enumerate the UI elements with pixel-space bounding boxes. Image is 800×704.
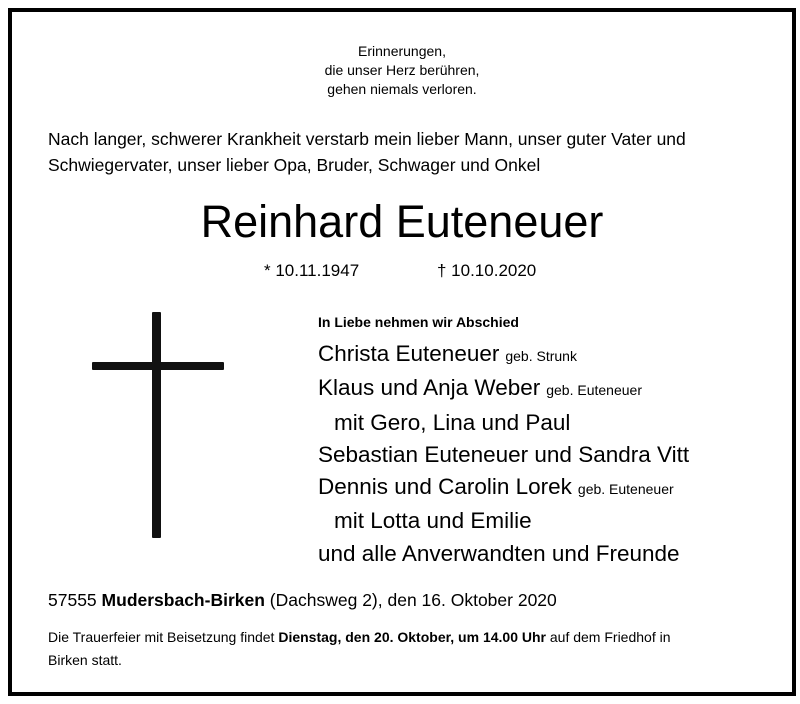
cross-vertical-beam (152, 312, 161, 538)
funeral-service-info (48, 626, 671, 672)
mourner-nee: geb. Euteneuer (577, 481, 674, 498)
mourner-name: Klaus und Anja Weber (318, 375, 541, 401)
service-date-time: Dienstag, den 20. Oktober, um 14.00 Uhr (278, 629, 546, 645)
mourner-line (318, 407, 689, 439)
cross-icon (92, 312, 224, 538)
mourner-name: mit Gero, Lina und Paul (334, 409, 571, 435)
service-text-after: auf dem Friedhof in (549, 629, 671, 645)
memorial-quote (12, 42, 792, 99)
mourner-name: Christa Euteneuer (318, 341, 500, 366)
quote-line-1: Erinnerungen, (358, 43, 446, 59)
mourner-line (318, 439, 689, 471)
quote-line-2: die unser Herz berühren, (324, 62, 480, 78)
service-line-1 (48, 626, 671, 649)
obituary-notice (8, 8, 796, 696)
place-and-date (48, 588, 557, 612)
mourners-list (318, 338, 689, 570)
postal-code: 57555 (48, 590, 97, 610)
service-text-before: Die Trauerfeier mit Beisetzung findet (48, 629, 275, 645)
mourner-nee: geb. Strunk (505, 348, 577, 364)
mourner-line (318, 538, 689, 570)
mourner-line (318, 471, 689, 505)
intro-line-2: Schwiegervater, unser lieber Opa, Bruder, Schwager und Onkel (48, 155, 541, 175)
intro-text (48, 126, 686, 178)
intro-line-1: Nach langer, schwerer Krankheit verstarb mein lieber Mann, unser guter Vater und (48, 129, 686, 149)
birth-date: * 10.11.1947 (264, 261, 360, 280)
mourner-name: Dennis und Carolin Lorek (318, 474, 572, 500)
address-and-date: (Dachsweg 2), den 16. Oktober 2020 (269, 590, 557, 610)
quote-line-3: gehen niemals verloren. (327, 81, 477, 97)
cross-horizontal-beam (92, 362, 224, 370)
mourner-name: Sebastian Euteneuer und Sandra Vitt (318, 441, 690, 467)
mourner-nee: geb. Euteneuer (546, 382, 642, 399)
mourner-line (318, 338, 689, 372)
farewell-heading: In Liebe nehmen wir Abschied (318, 314, 519, 330)
mourner-name: und alle Anverwandten und Freunde (318, 540, 680, 566)
death-date: † 10.10.2020 (437, 261, 537, 280)
town-name: Mudersbach-Birken (101, 590, 265, 610)
deceased-name: Reinhard Euteneuer (200, 196, 604, 247)
service-line-2: Birken statt. (48, 652, 122, 668)
mourner-line (318, 372, 689, 406)
mourner-name: mit Lotta und Emilie (334, 508, 532, 534)
mourner-line (318, 505, 689, 537)
